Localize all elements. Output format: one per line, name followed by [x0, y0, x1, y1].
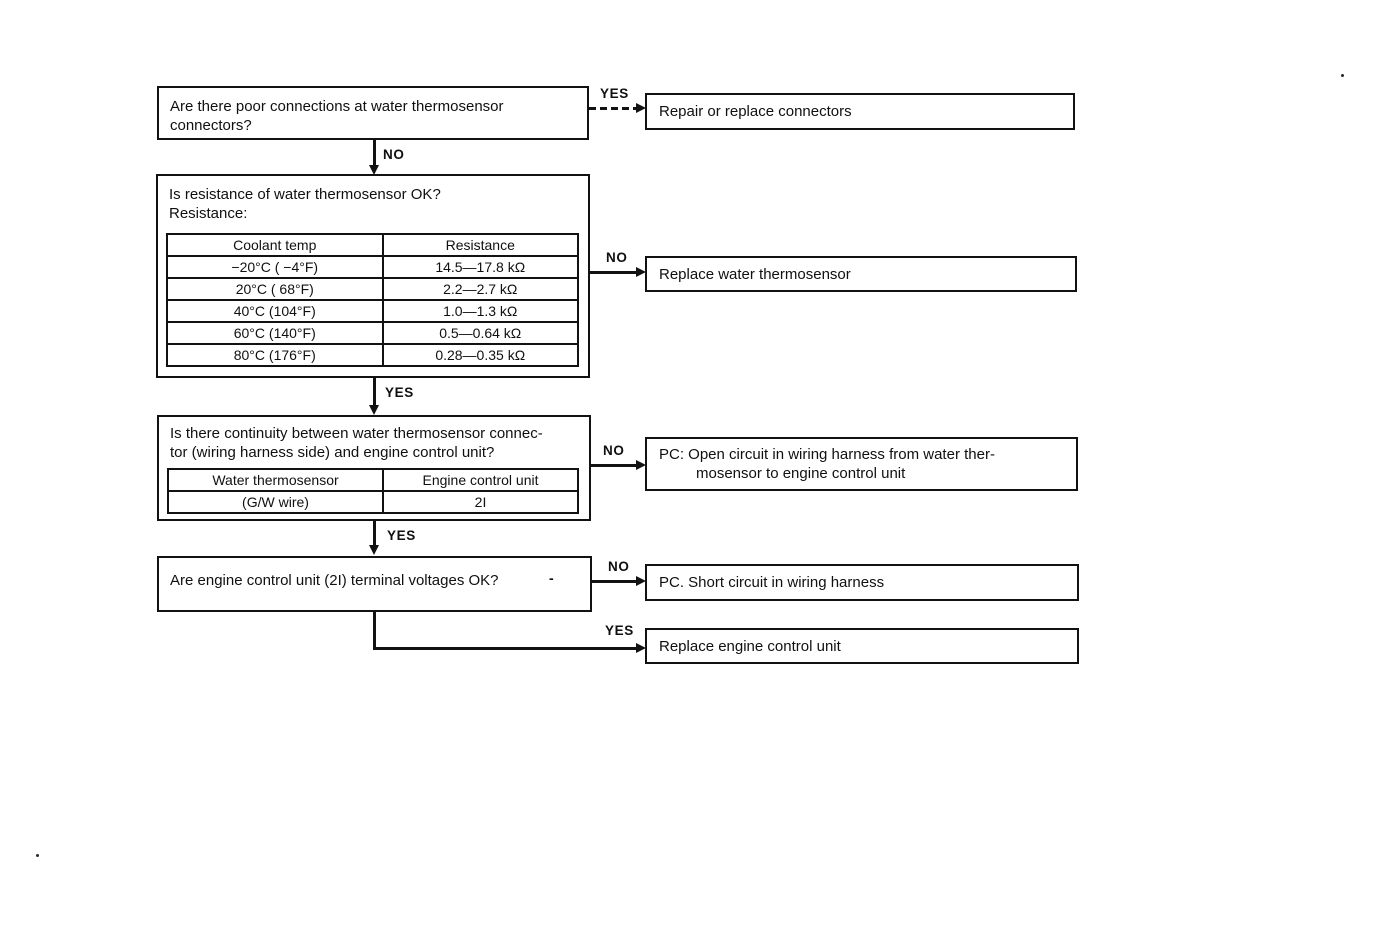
table-cell: 14.5—17.8 kΩ: [383, 256, 579, 278]
result-text: Replace engine control unit: [659, 637, 841, 655]
table-cell: 2.2—2.7 kΩ: [383, 278, 579, 300]
connector-line: [590, 271, 636, 274]
result-text: Repair or replace connectors: [659, 103, 852, 120]
no-label: NO: [606, 250, 628, 265]
result-box-short-circuit: [645, 564, 1079, 601]
connector-line: [591, 464, 636, 467]
table-row: [168, 491, 578, 513]
table-row: [167, 344, 578, 366]
result-text: mosensor to engine control unit: [696, 465, 906, 482]
question-text: Is resistance of water thermosensor OK?: [169, 186, 441, 203]
table-cell: 0.28—0.35 kΩ: [383, 344, 579, 366]
table-cell: 0.5—0.64 kΩ: [383, 322, 579, 344]
question-box-poor-connections: [157, 86, 589, 140]
column-header: Water thermosensor: [168, 469, 383, 491]
table-header-row: [168, 469, 578, 491]
table-header-row: [167, 234, 578, 256]
connector-line: [373, 140, 376, 167]
connector-line: [592, 580, 636, 583]
question-text: Is there continuity between water thermosensor connec-: [170, 425, 543, 442]
question-box-terminal-voltages: [157, 556, 592, 612]
result-text: PC: Open circuit in wiring harness from water ther-: [659, 446, 995, 463]
question-text: tor (wiring harness side) and engine control unit?: [170, 444, 495, 461]
connector-line: [589, 107, 636, 110]
no-label: NO: [603, 443, 625, 458]
no-label: NO: [608, 559, 630, 574]
result-box-open-circuit: [645, 437, 1078, 491]
scan-speck: [1341, 74, 1344, 77]
arrow-down-icon: [369, 545, 379, 555]
question-text: Resistance:: [169, 205, 248, 222]
connector-line: [373, 378, 376, 407]
yes-label: YES: [605, 623, 634, 638]
result-text: PC. Short circuit in wiring harness: [659, 574, 885, 591]
yes-label: YES: [600, 86, 629, 101]
table-cell: −20°C ( −4°F): [167, 256, 383, 278]
column-header: Engine control unit: [383, 469, 578, 491]
column-header: Resistance: [383, 234, 579, 256]
connector-line: [373, 647, 636, 650]
connector-line: [373, 521, 376, 547]
table-cell: 20°C ( 68°F): [167, 278, 383, 300]
scan-speck: [36, 854, 39, 857]
resistance-table: [166, 233, 579, 367]
yes-label: YES: [387, 528, 416, 543]
column-header: Coolant temp: [167, 234, 383, 256]
table-row: [167, 256, 578, 278]
yes-label: YES: [385, 385, 414, 400]
continuity-table: [167, 468, 579, 514]
no-label: NO: [383, 147, 405, 162]
table-cell: 80°C (176°F): [167, 344, 383, 366]
table-cell: 2I: [383, 491, 578, 513]
connector-line: [373, 612, 376, 650]
table-cell: 1.0—1.3 kΩ: [383, 300, 579, 322]
table-cell: 40°C (104°F): [167, 300, 383, 322]
table-cell: (G/W wire): [168, 491, 383, 513]
stray-dash-mark: -: [549, 570, 554, 586]
table-cell: 60°C (140°F): [167, 322, 383, 344]
question-text: Are there poor connections at water thermosensor: [170, 98, 504, 115]
table-row: [167, 322, 578, 344]
question-text: Are engine control unit (2I) terminal voltages OK?: [170, 572, 499, 589]
result-box-repair-connectors: [645, 93, 1075, 130]
question-text: connectors?: [170, 117, 252, 134]
arrow-down-icon: [369, 405, 379, 415]
result-box-replace-ecu: [645, 628, 1079, 664]
result-box-replace-thermosensor: [645, 256, 1077, 292]
table-row: [167, 278, 578, 300]
result-text: Replace water thermosensor: [659, 265, 851, 283]
table-row: [167, 300, 578, 322]
